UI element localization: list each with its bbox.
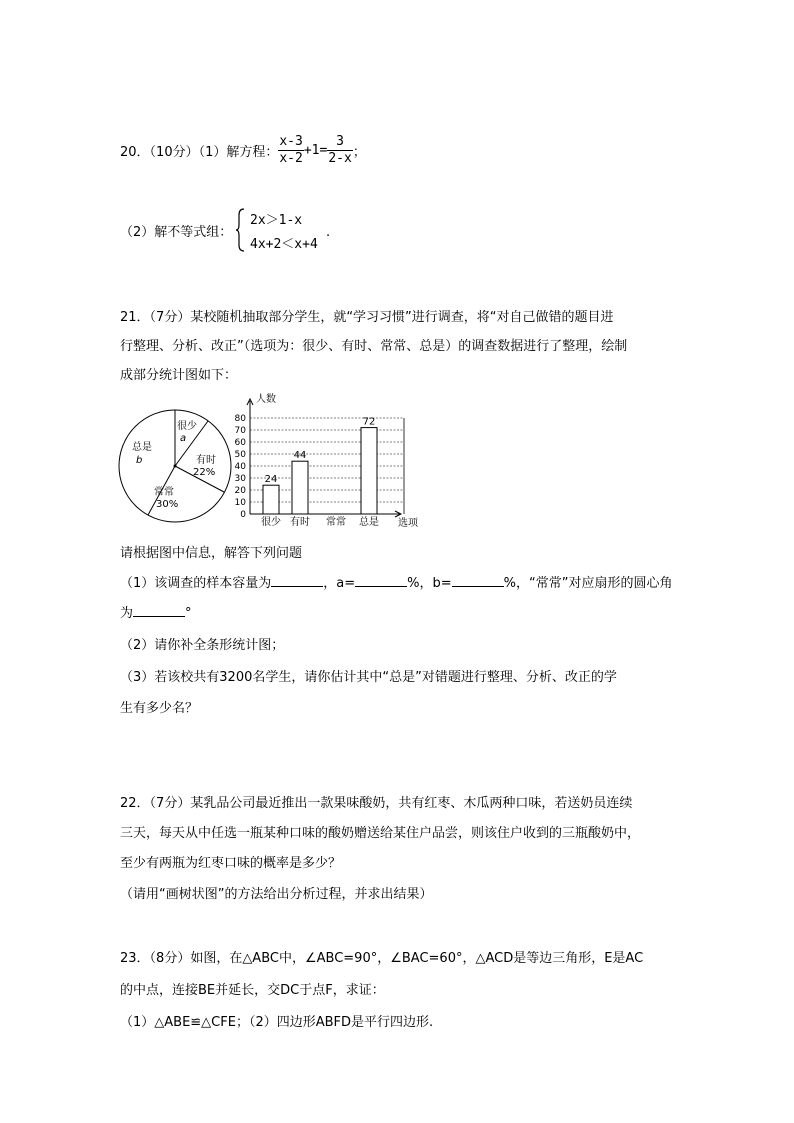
q21-line2: 行整理、分析、改正”（选项为：很少、有时、常常、总是）的调查数据进行了整理，绘制 (120, 339, 628, 354)
bar-data-label: 44 (293, 450, 307, 462)
pie-value-b: b (136, 455, 143, 466)
q20-fraction-2 (327, 134, 352, 167)
x-tick-label: 有时 (290, 517, 310, 528)
fraction-numerator: x-3 (279, 134, 303, 149)
y-tick-label: 20 (234, 486, 246, 496)
y-tick-label: 60 (234, 438, 246, 448)
q21-sub2: （2）请你补全条形统计图； (120, 638, 285, 653)
x-tick-label: 总是 (359, 517, 379, 528)
fraction-numerator: 3 (327, 134, 352, 151)
q22-line4: （请用“画树状图”的方法给出分析过程，并求出结果） (120, 887, 433, 902)
q21-after-chart: 请根据图中信息，解答下列问题 (120, 546, 303, 561)
q21-sub3-line2: 生有多少名？ (120, 701, 199, 716)
pie-label-youshi: 有时 (196, 455, 216, 466)
bar-1 (263, 485, 279, 514)
q21-line1: 21．（7分）某校随机抽取部分学生，就“学习习惯”进行调查，将“对自己做错的题目进 (120, 310, 614, 325)
q21-sub1-b: ，a= (323, 576, 356, 591)
y-tick-label: 30 (234, 474, 246, 484)
q20-end1: ； (352, 145, 366, 160)
left-brace-icon (236, 207, 246, 253)
answer-blank[interactable] (452, 574, 504, 587)
fraction-denominator: 2-x (328, 151, 352, 166)
q21-sub1-e: 为 (120, 606, 134, 621)
y-tick-label: 50 (234, 450, 246, 460)
q21-sub1-d: %，“常常”对应扇形的圆心角 (503, 576, 673, 591)
q20-end2: . (326, 225, 331, 240)
bar-2 (292, 461, 308, 514)
q20-label: 20．（10分）（1）解方程： (120, 145, 279, 160)
pie-value-a: a (180, 433, 187, 444)
q23-line1: 23．（8分）如图，在△ABC中，∠ABC=90°，∠BAC=60°，△ACD是等边三角形，E是AC (120, 951, 644, 966)
bar-data-label: 72 (362, 416, 376, 428)
fraction-denominator: x-2 (279, 151, 303, 166)
q21-line3: 成部分统计图如下： (120, 368, 238, 383)
pie-label-changchang: 常常 (154, 487, 174, 498)
y-tick-label: 0 (240, 510, 246, 520)
q21-sub3-line1: （3）若该校共有3200名学生，请你估计其中“总是”对错题进行整理、分析、改正的学 (120, 670, 617, 685)
q21-sub1-f: ° (185, 606, 192, 621)
q22-line3: 至少有两瓶为红枣口味的概率是多少？ (120, 856, 342, 871)
q22-line1: 22．（7分）某乳品公司最近推出一款果味酸奶，共有红枣、木瓜两种口味，若送奶员连续 (120, 796, 633, 811)
pie-label-henshao: 很少 (177, 421, 197, 432)
bars (263, 417, 377, 514)
q20-plus-eq: +1= (303, 143, 328, 158)
q23-line3: （1）△ABE≌△CFE；（2）四边形ABFD是平行四边形. (120, 1015, 434, 1030)
answer-blank[interactable] (355, 574, 407, 587)
y-tick-label: 10 (234, 498, 246, 508)
answer-blank[interactable] (133, 604, 185, 617)
y-tick-label: 40 (234, 462, 246, 472)
y-ticks (235, 414, 247, 520)
q20-inequality-1: 2x＞1-x (250, 213, 303, 228)
q20-part2-label: （2）解不等式组： (120, 225, 233, 240)
x-tick-label: 常常 (326, 517, 346, 528)
q20-inequality-2: 4x+2＜x+4 (250, 237, 318, 252)
q21-sub1-a: （1）该调查的样本容量为 (120, 576, 272, 591)
q21-sub1-c: %，b= (407, 576, 452, 591)
pie-value-youshi: 22% (193, 467, 216, 478)
pie-chart (116, 407, 236, 527)
pie-value-changchang: 30% (156, 499, 179, 510)
q20-fraction-1 (278, 134, 303, 167)
y-axis-label: 人数 (256, 394, 276, 405)
y-tick-label: 80 (234, 414, 246, 424)
y-tick-label: 70 (234, 426, 246, 436)
pie-label-zongshi: 总是 (132, 442, 152, 453)
q21-sub1 (120, 572, 672, 591)
x-ticks (261, 515, 379, 528)
q23-line2: 的中点，连接BE并延长，交DC于点F，求证： (120, 983, 385, 998)
x-axis-label: 选项 (398, 518, 418, 528)
q22-line2: 三天，每天从中任选一瓶某种口味的酸奶赠送给某住户品尝，则该住户收到的三瓶酸奶中， (120, 826, 641, 841)
bar-4 (361, 428, 377, 514)
q20-part1 (120, 134, 366, 167)
bar-chart (228, 393, 428, 528)
pie-center-dot (174, 465, 177, 468)
x-tick-label: 很少 (261, 517, 281, 528)
bar-data-label: 24 (264, 474, 278, 486)
q21-sub1-line2 (120, 602, 192, 621)
answer-blank[interactable] (271, 574, 323, 587)
